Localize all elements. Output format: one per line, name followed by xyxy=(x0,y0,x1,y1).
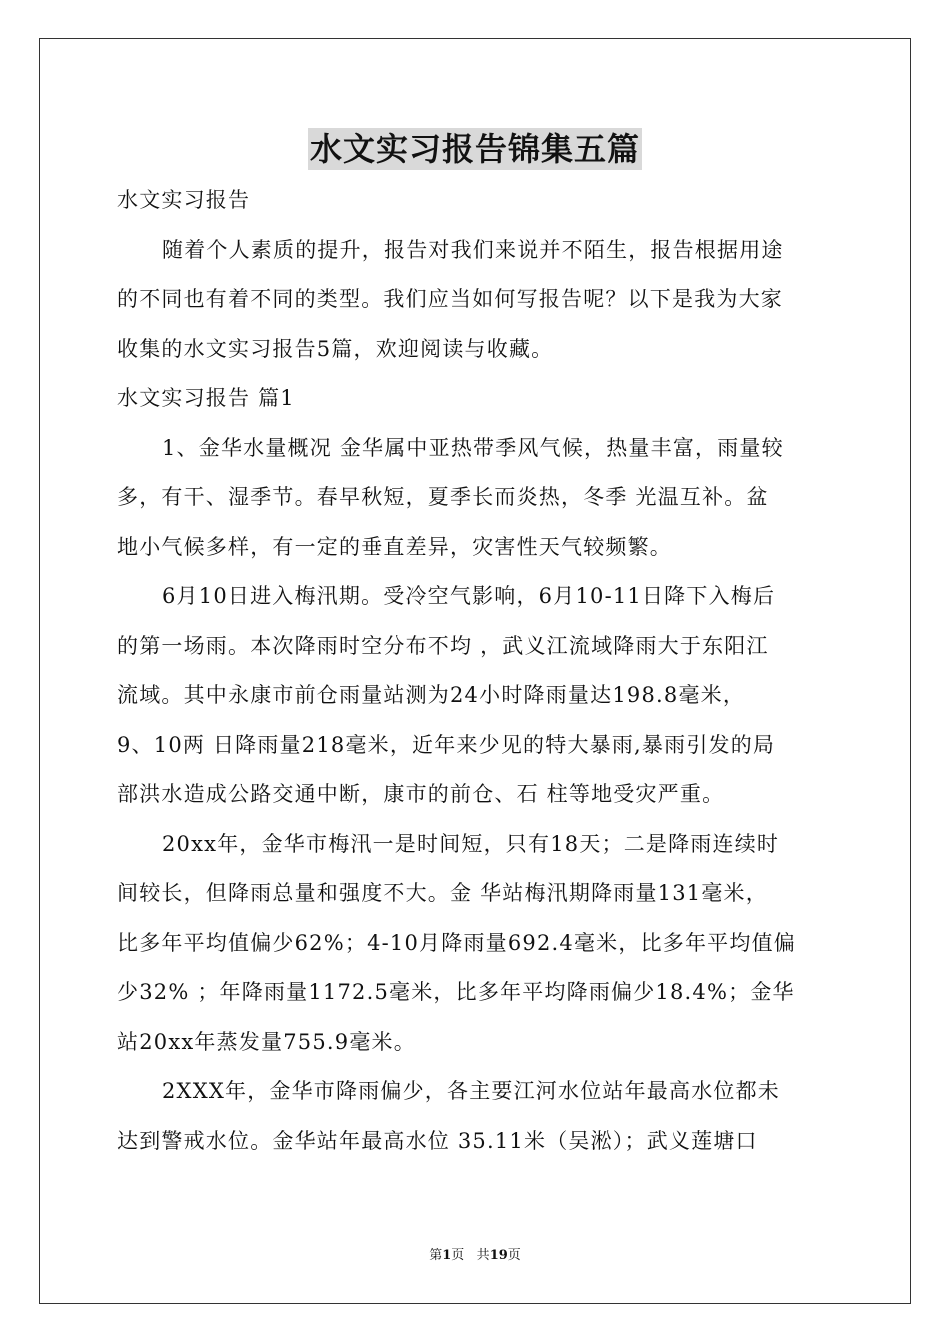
text-line: 少32% ；年降雨量1172.5毫米，比多年平均降雨偏少18.4%；金华 xyxy=(117,980,795,1004)
document-title: 水文实习报告锦集五篇 xyxy=(309,130,640,168)
text-line: 比多年平均值偏少62%；4-10月降雨量692.4毫米，比多年平均值偏 xyxy=(117,930,796,955)
text-line: 2XXX年，金华市降雨偏少，各主要江河水位站年最高水位都未 xyxy=(162,1079,781,1103)
text-line: 多，有干、湿季节。春早秋短，夏季长而炎热，冬季 光温互补。盆 xyxy=(117,485,769,509)
footer-prefix: 第 xyxy=(429,1248,443,1263)
text-line: 1、金华水量概况 金华属中亚热带季风气候，热量丰富，雨量较 xyxy=(162,435,784,460)
footer-total-prefix: 共 xyxy=(476,1248,490,1263)
text-line: 水文实习报告 篇1 xyxy=(117,386,295,410)
footer-page-suffix: 页 xyxy=(451,1248,465,1263)
text-line: 20xx年，金华市梅汛一是时间短，只有18天；二是降雨连续时 xyxy=(162,831,780,856)
text-line: 收集的水文实习报告5篇，欢迎阅读与收藏。 xyxy=(117,336,554,361)
footer-total-suffix: 页 xyxy=(507,1248,521,1263)
text-line: 的不同也有着不同的类型。我们应当如何写报告呢？以下是我为大家 xyxy=(117,287,783,311)
text-line: 6月10日进入梅汛期。受冷空气影响，6月10-11日降下入梅后 xyxy=(162,584,776,608)
text-line: 随着个人素质的提升，报告对我们来说并不陌生，报告根据用途 xyxy=(162,237,784,262)
footer-page-number: 1 xyxy=(442,1248,452,1263)
text-line: 间较长，但降雨总量和强度不大。金 华站梅汛期降雨量131毫米， xyxy=(117,881,768,905)
text-line: 流域。其中永康市前仓雨量站测为24小时降雨量达198.8毫米， xyxy=(117,683,746,707)
text-line: 部洪水造成公路交通中断，康市的前仓、石 柱等地受灾严重。 xyxy=(117,782,725,806)
text-line: 站20xx年蒸发量755.9毫米。 xyxy=(117,1029,416,1054)
footer-total-pages: 19 xyxy=(489,1248,508,1263)
page-footer xyxy=(0,1247,950,1265)
text-line: 的第一场雨。本次降雨时空分布不均 ，武义江流域降雨大于东阳江 xyxy=(117,633,769,658)
document-body xyxy=(117,178,837,1168)
text-line: 达到警戒水位。金华站年最高水位 35.11米（吴淞）；武义莲塘口 xyxy=(117,1128,758,1153)
text-line: 地小气候多样，有一定的垂直差异，灾害性天气较频繁。 xyxy=(117,534,672,559)
title-wrapper xyxy=(0,128,950,170)
text-line: 9、10两 日降雨量218毫米，近年来少见的特大暴雨,暴雨引发的局 xyxy=(117,732,776,757)
text-line: 水文实习报告 xyxy=(117,188,251,212)
